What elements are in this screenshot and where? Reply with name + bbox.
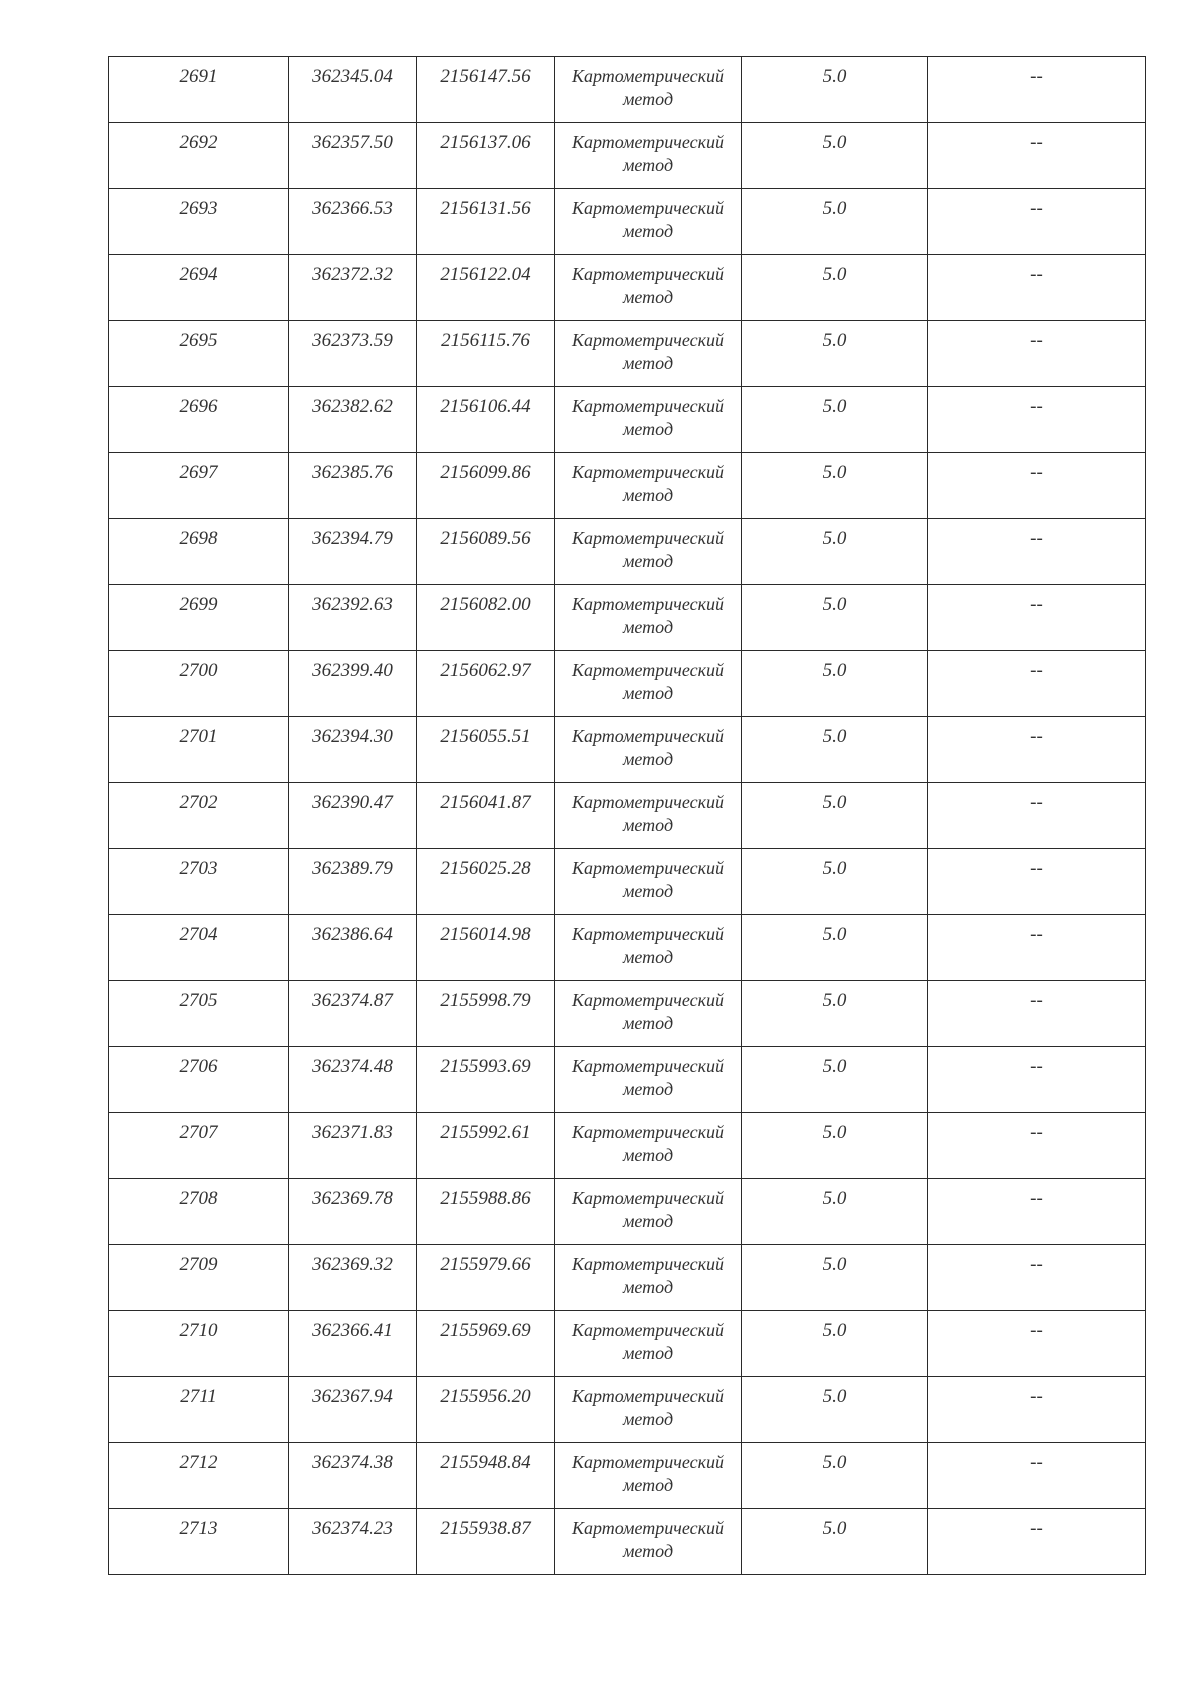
accuracy-cell: 5.0 [742, 1245, 928, 1311]
point-number-cell: 2691 [109, 57, 289, 123]
point-number-cell: 2700 [109, 651, 289, 717]
accuracy-cell: 5.0 [742, 981, 928, 1047]
method-text-line-1: Картометрический [571, 66, 724, 86]
point-number-cell: 2693 [109, 189, 289, 255]
accuracy-cell: 5.0 [742, 189, 928, 255]
method-text-line-2: метод [622, 1343, 674, 1363]
y-coordinate-cell: 2156115.76 [417, 321, 555, 387]
y-coordinate-cell: 2156082.00 [417, 585, 555, 651]
y-coordinate-cell: 2156131.56 [417, 189, 555, 255]
point-number-cell: 2711 [109, 1377, 289, 1443]
y-coordinate-cell: 2156055.51 [417, 717, 555, 783]
table-row [109, 849, 1146, 915]
method-text-line-1: Картометрический [571, 1452, 724, 1472]
accuracy-cell: 5.0 [742, 1047, 928, 1113]
method-text-line-1: Картометрический [571, 1254, 724, 1274]
table-row [109, 1509, 1146, 1575]
point-number-cell: 2695 [109, 321, 289, 387]
x-coordinate-cell: 362382.62 [289, 387, 417, 453]
method-text-line-1: Картометрический [571, 462, 724, 482]
x-coordinate-cell: 362369.32 [289, 1245, 417, 1311]
method-text-line-1: Картометрический [571, 924, 724, 944]
method-cell [555, 189, 742, 255]
method-cell [555, 1377, 742, 1443]
method-cell [555, 57, 742, 123]
method-text-line-1: Картометрический [571, 726, 724, 746]
x-coordinate-cell: 362371.83 [289, 1113, 417, 1179]
note-cell: -- [928, 915, 1146, 981]
x-coordinate-cell: 362345.04 [289, 57, 417, 123]
document-page [108, 56, 1145, 1575]
method-text-line-1: Картометрический [571, 198, 724, 218]
method-text-line-2: метод [622, 353, 674, 373]
accuracy-cell: 5.0 [742, 651, 928, 717]
point-number-cell: 2698 [109, 519, 289, 585]
method-text-line-2: метод [622, 1211, 674, 1231]
method-cell [555, 849, 742, 915]
coordinates-table [108, 56, 1146, 1575]
method-text-line-1: Картометрический [571, 990, 724, 1010]
note-cell: -- [928, 1245, 1146, 1311]
accuracy-cell: 5.0 [742, 387, 928, 453]
y-coordinate-cell: 2156089.56 [417, 519, 555, 585]
note-cell: -- [928, 321, 1146, 387]
table-row [109, 717, 1146, 783]
method-text-line-1: Картометрический [571, 264, 724, 284]
y-coordinate-cell: 2156025.28 [417, 849, 555, 915]
note-cell: -- [928, 1377, 1146, 1443]
y-coordinate-cell: 2156062.97 [417, 651, 555, 717]
note-cell: -- [928, 651, 1146, 717]
table-row [109, 651, 1146, 717]
table-row [109, 453, 1146, 519]
coordinates-table-body [109, 57, 1146, 1575]
method-cell [555, 783, 742, 849]
x-coordinate-cell: 362389.79 [289, 849, 417, 915]
y-coordinate-cell: 2156014.98 [417, 915, 555, 981]
point-number-cell: 2701 [109, 717, 289, 783]
x-coordinate-cell: 362366.41 [289, 1311, 417, 1377]
method-text-line-2: метод [622, 1541, 674, 1561]
x-coordinate-cell: 362374.48 [289, 1047, 417, 1113]
note-cell: -- [928, 1509, 1146, 1575]
y-coordinate-cell: 2155948.84 [417, 1443, 555, 1509]
y-coordinate-cell: 2155992.61 [417, 1113, 555, 1179]
method-text-line-2: метод [622, 221, 674, 241]
note-cell: -- [928, 123, 1146, 189]
method-text-line-1: Картометрический [571, 1386, 724, 1406]
method-cell [555, 1443, 742, 1509]
x-coordinate-cell: 362394.30 [289, 717, 417, 783]
x-coordinate-cell: 362392.63 [289, 585, 417, 651]
y-coordinate-cell: 2156106.44 [417, 387, 555, 453]
method-text-line-1: Картометрический [571, 660, 724, 680]
method-text-line-1: Картометрический [571, 528, 724, 548]
method-text-line-1: Картометрический [571, 1518, 724, 1538]
accuracy-cell: 5.0 [742, 1113, 928, 1179]
table-row [109, 321, 1146, 387]
accuracy-cell: 5.0 [742, 57, 928, 123]
point-number-cell: 2702 [109, 783, 289, 849]
method-text-line-2: метод [622, 815, 674, 835]
x-coordinate-cell: 362367.94 [289, 1377, 417, 1443]
accuracy-cell: 5.0 [742, 321, 928, 387]
y-coordinate-cell: 2156099.86 [417, 453, 555, 519]
method-cell [555, 1113, 742, 1179]
accuracy-cell: 5.0 [742, 783, 928, 849]
accuracy-cell: 5.0 [742, 519, 928, 585]
accuracy-cell: 5.0 [742, 915, 928, 981]
table-row [109, 783, 1146, 849]
point-number-cell: 2710 [109, 1311, 289, 1377]
table-row [109, 255, 1146, 321]
table-row [109, 1179, 1146, 1245]
accuracy-cell: 5.0 [742, 1509, 928, 1575]
note-cell: -- [928, 1047, 1146, 1113]
table-row [109, 1245, 1146, 1311]
method-text-line-1: Картометрический [571, 792, 724, 812]
accuracy-cell: 5.0 [742, 123, 928, 189]
note-cell: -- [928, 1113, 1146, 1179]
table-row [109, 57, 1146, 123]
accuracy-cell: 5.0 [742, 1443, 928, 1509]
method-text-line-2: метод [622, 89, 674, 109]
method-cell [555, 981, 742, 1047]
x-coordinate-cell: 362366.53 [289, 189, 417, 255]
note-cell: -- [928, 255, 1146, 321]
method-cell [555, 321, 742, 387]
y-coordinate-cell: 2155988.86 [417, 1179, 555, 1245]
method-text-line-1: Картометрический [571, 594, 724, 614]
method-cell [555, 717, 742, 783]
x-coordinate-cell: 362385.76 [289, 453, 417, 519]
point-number-cell: 2696 [109, 387, 289, 453]
x-coordinate-cell: 362374.23 [289, 1509, 417, 1575]
note-cell: -- [928, 1311, 1146, 1377]
method-cell [555, 453, 742, 519]
y-coordinate-cell: 2155998.79 [417, 981, 555, 1047]
method-cell [555, 1311, 742, 1377]
x-coordinate-cell: 362374.38 [289, 1443, 417, 1509]
accuracy-cell: 5.0 [742, 717, 928, 783]
method-text-line-1: Картометрический [571, 330, 724, 350]
point-number-cell: 2708 [109, 1179, 289, 1245]
point-number-cell: 2707 [109, 1113, 289, 1179]
method-cell [555, 1245, 742, 1311]
note-cell: -- [928, 849, 1146, 915]
accuracy-cell: 5.0 [742, 255, 928, 321]
point-number-cell: 2712 [109, 1443, 289, 1509]
point-number-cell: 2709 [109, 1245, 289, 1311]
method-text-line-2: метод [622, 155, 674, 175]
method-text-line-2: метод [622, 1277, 674, 1297]
method-text-line-2: метод [622, 1145, 674, 1165]
y-coordinate-cell: 2156137.06 [417, 123, 555, 189]
accuracy-cell: 5.0 [742, 1311, 928, 1377]
table-row [109, 1113, 1146, 1179]
note-cell: -- [928, 717, 1146, 783]
method-text-line-1: Картометрический [571, 1188, 724, 1208]
x-coordinate-cell: 362357.50 [289, 123, 417, 189]
point-number-cell: 2706 [109, 1047, 289, 1113]
y-coordinate-cell: 2155969.69 [417, 1311, 555, 1377]
point-number-cell: 2697 [109, 453, 289, 519]
x-coordinate-cell: 362374.87 [289, 981, 417, 1047]
note-cell: -- [928, 519, 1146, 585]
x-coordinate-cell: 362399.40 [289, 651, 417, 717]
table-row [109, 915, 1146, 981]
method-cell [555, 1509, 742, 1575]
method-text-line-2: метод [622, 287, 674, 307]
point-number-cell: 2713 [109, 1509, 289, 1575]
method-text-line-1: Картометрический [571, 1122, 724, 1142]
method-text-line-2: метод [622, 551, 674, 571]
y-coordinate-cell: 2156147.56 [417, 57, 555, 123]
table-row [109, 189, 1146, 255]
method-text-line-2: метод [622, 419, 674, 439]
y-coordinate-cell: 2155993.69 [417, 1047, 555, 1113]
method-text-line-1: Картометрический [571, 858, 724, 878]
method-text-line-2: метод [622, 617, 674, 637]
method-text-line-2: метод [622, 947, 674, 967]
point-number-cell: 2699 [109, 585, 289, 651]
x-coordinate-cell: 362373.59 [289, 321, 417, 387]
y-coordinate-cell: 2155979.66 [417, 1245, 555, 1311]
method-text-line-1: Картометрический [571, 1056, 724, 1076]
point-number-cell: 2703 [109, 849, 289, 915]
accuracy-cell: 5.0 [742, 849, 928, 915]
method-text-line-2: метод [622, 485, 674, 505]
table-row [109, 1047, 1146, 1113]
table-row [109, 981, 1146, 1047]
point-number-cell: 2704 [109, 915, 289, 981]
accuracy-cell: 5.0 [742, 585, 928, 651]
method-text-line-1: Картометрический [571, 1320, 724, 1340]
accuracy-cell: 5.0 [742, 1179, 928, 1245]
accuracy-cell: 5.0 [742, 1377, 928, 1443]
table-row [109, 387, 1146, 453]
method-cell [555, 1179, 742, 1245]
note-cell: -- [928, 1179, 1146, 1245]
table-row [109, 585, 1146, 651]
note-cell: -- [928, 1443, 1146, 1509]
method-text-line-1: Картометрический [571, 132, 724, 152]
method-text-line-1: Картометрический [571, 396, 724, 416]
y-coordinate-cell: 2155956.20 [417, 1377, 555, 1443]
note-cell: -- [928, 453, 1146, 519]
note-cell: -- [928, 783, 1146, 849]
method-cell [555, 519, 742, 585]
point-number-cell: 2692 [109, 123, 289, 189]
method-cell [555, 1047, 742, 1113]
table-row [109, 1443, 1146, 1509]
accuracy-cell: 5.0 [742, 453, 928, 519]
y-coordinate-cell: 2156122.04 [417, 255, 555, 321]
method-cell [555, 651, 742, 717]
table-row [109, 1311, 1146, 1377]
y-coordinate-cell: 2156041.87 [417, 783, 555, 849]
point-number-cell: 2694 [109, 255, 289, 321]
method-text-line-2: метод [622, 1079, 674, 1099]
method-cell [555, 585, 742, 651]
method-text-line-2: метод [622, 881, 674, 901]
x-coordinate-cell: 362390.47 [289, 783, 417, 849]
table-row [109, 123, 1146, 189]
method-text-line-2: метод [622, 1409, 674, 1429]
method-cell [555, 255, 742, 321]
table-row [109, 1377, 1146, 1443]
note-cell: -- [928, 57, 1146, 123]
method-cell [555, 915, 742, 981]
x-coordinate-cell: 362369.78 [289, 1179, 417, 1245]
point-number-cell: 2705 [109, 981, 289, 1047]
y-coordinate-cell: 2155938.87 [417, 1509, 555, 1575]
method-text-line-2: метод [622, 1013, 674, 1033]
method-text-line-2: метод [622, 749, 674, 769]
method-text-line-2: метод [622, 1475, 674, 1495]
note-cell: -- [928, 585, 1146, 651]
method-text-line-2: метод [622, 683, 674, 703]
method-cell [555, 387, 742, 453]
note-cell: -- [928, 189, 1146, 255]
note-cell: -- [928, 387, 1146, 453]
x-coordinate-cell: 362386.64 [289, 915, 417, 981]
x-coordinate-cell: 362372.32 [289, 255, 417, 321]
method-cell [555, 123, 742, 189]
note-cell: -- [928, 981, 1146, 1047]
x-coordinate-cell: 362394.79 [289, 519, 417, 585]
table-row [109, 519, 1146, 585]
